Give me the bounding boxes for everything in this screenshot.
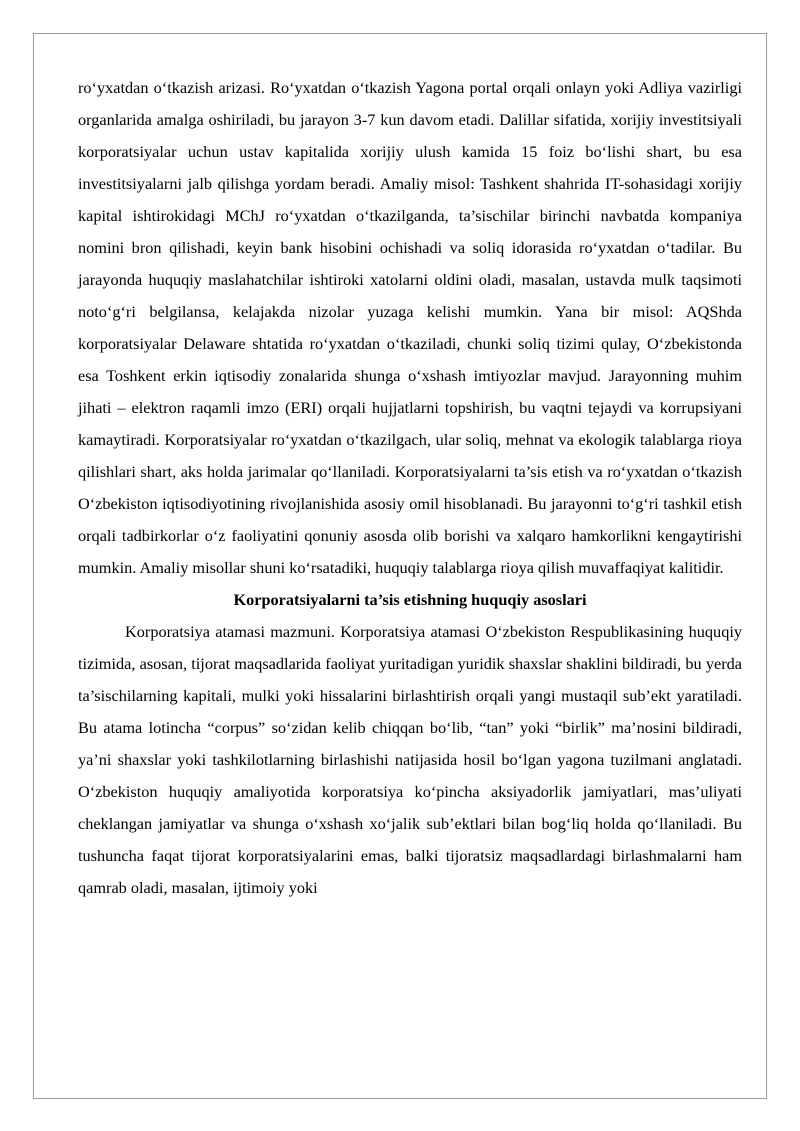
section-heading: Korporatsiyalarni ta’sis etishning huquqiy asoslari — [233, 590, 587, 609]
paragraph-continuation: ro‘yxatdan o‘tkazish arizasi. Ro‘yxatdan o‘tkazish Yagona portal orqali onlayn yoki Adliya vazirligi organlarida amalga oshiriladi, bu jarayon 3-7 kun davom etadi. Dalillar sifatida, xorijiy investitsiyali korporatsiyalar uchun ustav kapitalida xorijiy ulush kamida 15 foiz bo‘lishi shart, bu esa investitsiyalarni jalb qilishga yordam beradi. Amaliy misol: Tashkent shahrida IT-sohasidagi xorijiy kapital ishtirokidagi MChJ ro‘yxatdan o‘tkazilganda, ta’sischilar birinchi navbatda kompaniya nomini bron qilishadi, keyin bank hisobini ochishadi va soliq idorasida ro‘yxatdan o‘tadilar. Bu jarayonda huquqiy maslahatchilar ishtiroki xatolarni oldini oladi, masalan, ustavda mulk taqsimoti noto‘g‘ri belgilansa, kelajakda nizolar yuzaga kelishi mumkin. Yana bir misol: AQShda korporatsiyalar Delaware shtatida ro‘yxatdan o‘tkaziladi, chunki soliq tizimi qulay, O‘zbekistonda esa Toshkent erkin iqtisodiy zonalarida shunga o‘xshash imtiyozlar mavjud. Jarayonning muhim jihati – elektron raqamli imzo (ERI) orqali hujjatlarni topshirish, bu vaqtni tejaydi va korrupsiyani kamaytiradi. Korporatsiyalar ro‘yxatdan o‘tkazilgach, ular soliq, mehnat va ekologik talablarga rioya qilishlari shart, aks holda jarimalar qo‘llaniladi. Korporatsiyalarni ta’sis etish va ro‘yxatdan o‘tkazish O‘zbekiston iqtisodiyotining rivojlanishida asosiy omil hisoblanadi. Bu jarayonni to‘g‘ri tashkil etish orqali tadbirkorlar o‘z faoliyatini qonuniy asosda olib borishi va xalqaro hamkorlikni kengaytirishi mumkin. Amaliy misollar shuni ko‘rsatadiki, huquqiy talablarga rioya qilish muvaffaqiyat kalitidir. — [78, 78, 742, 577]
paragraph-corporation-term: Korporatsiya atamasi mazmuni. Korporatsiya atamasi O‘zbekiston Respublikasining huquqiy tizimida, asosan, tijorat maqsadlarida faoliyat yuritadigan yuridik shaxslar shaklini bildiradi, bu yerda ta’sischilarning kapitali, mulki yoki hissalarini birlashtirish orqali yangi mustaqil sub’ekt yaratiladi. Bu atama lotincha “corpus” so‘zidan kelib chiqqan bo‘lib, “tan” yoki “birlik” ma’nosini bildiradi, ya’ni shaxslar yoki tashkilotlarning birlashishi natijasida hosil bo‘lgan yagona tuzilmani anglatadi. O‘zbekiston huquqiy amaliyotida korporatsiya ko‘pincha aksiyadorlik jamiyatlari, mas’uliyati cheklangan jamiyatlar va shunga o‘xshash xo‘jalik sub’ektlari bilan bog‘liq holda qo‘llaniladi. Bu tushuncha faqat tijorat korporatsiyalarini emas, balki tijoratsiz maqsadlardagi birlashmalarni ham qamrab oladi, masalan, ijtimoiy yoki — [78, 622, 742, 897]
document-body — [78, 72, 742, 904]
